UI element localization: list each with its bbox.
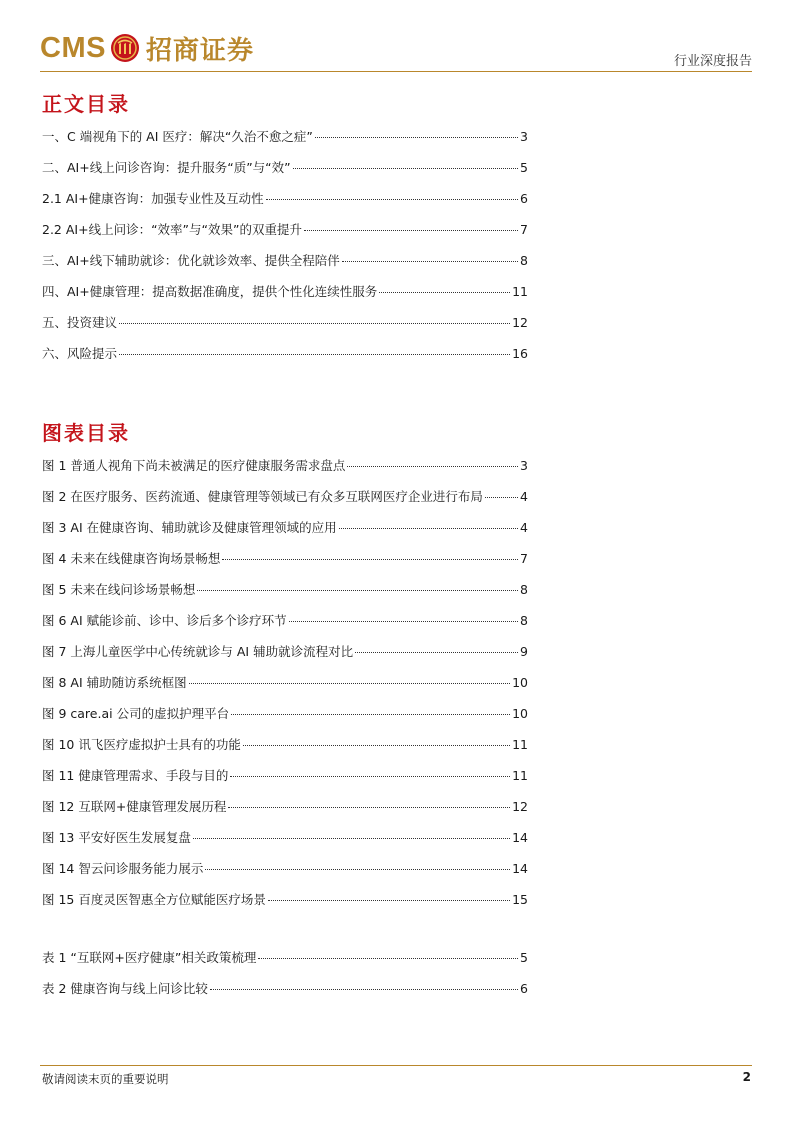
dot-leader [379,292,510,293]
figure-entry[interactable] [42,828,528,859]
toc-entry-page[interactable]: 3 [520,458,528,473]
dot-leader [355,652,518,653]
figure-entry[interactable] [42,611,528,642]
toc-entry-page[interactable]: 16 [512,346,528,361]
contents-list [42,127,528,375]
dot-leader [231,714,510,715]
toc-entry-label[interactable]: 图 2 在医疗服务、医药流通、健康管理等领域已有众多互联网医疗企业进行布局 [42,489,483,504]
toc-entry-page[interactable]: 11 [512,737,528,752]
toc-entry-page[interactable]: 12 [512,315,528,330]
figure-entry[interactable] [42,518,528,549]
toc-entry-page[interactable]: 10 [512,675,528,690]
dot-leader [315,137,518,138]
toc-entry-page[interactable]: 12 [512,799,528,814]
toc-entry-page[interactable]: 5 [520,160,528,175]
dot-leader [342,261,518,262]
table-entry[interactable] [42,979,528,1010]
dot-leader [289,621,518,622]
toc-entry-label[interactable]: 图 4 未来在线健康咨询场景畅想 [42,551,221,566]
dot-leader [293,168,518,169]
dot-leader [243,745,510,746]
figure-entry[interactable] [42,673,528,704]
toc-entry-page[interactable]: 14 [512,830,528,845]
toc-entry-label[interactable]: 图 7 上海儿童医学中心传统就诊与 AI 辅助就诊流程对比 [42,644,354,659]
toc-entry-label[interactable]: 表 2 健康咨询与线上问诊比较 [42,981,208,996]
toc-entry-label[interactable]: 图 11 健康管理需求、手段与目的 [42,768,229,783]
tables-list [42,948,528,1010]
dot-leader [304,230,518,231]
toc-entry-label[interactable]: 表 1 “互联网+医疗健康”相关政策梳理 [42,950,257,965]
toc-entry-label[interactable]: 图 9 care.ai 公司的虚拟护理平台 [42,706,230,721]
toc-entry-page[interactable]: 6 [520,981,528,996]
dot-leader [193,838,510,839]
logo-chinese-text: 招商证券 [145,35,254,66]
header-divider [40,71,752,72]
toc-entry-page[interactable]: 10 [512,706,528,721]
toc-entry-label[interactable]: 图 14 智云问诊服务能力展示 [42,861,204,876]
figure-entry[interactable] [42,859,528,890]
logo-latin-text: CMS [40,31,106,64]
toc-entry-page[interactable]: 4 [520,520,528,535]
dot-leader [347,466,518,467]
contents-entry[interactable] [42,189,528,220]
dot-leader [485,497,518,498]
dot-leader [258,958,518,959]
toc-entry-label[interactable]: 六、风险提示 [42,346,118,361]
toc-entry-label[interactable]: 三、AI+线下辅助就诊：优化就诊效率、提供全程陪伴 [42,253,340,268]
figure-entry[interactable] [42,735,528,766]
contents-entry[interactable] [42,344,528,375]
toc-entry-page[interactable]: 8 [520,582,528,597]
page-header [40,22,752,72]
toc-entry-page[interactable]: 9 [520,644,528,659]
toc-entry-page[interactable]: 3 [520,129,528,144]
toc-entry-page[interactable]: 6 [520,191,528,206]
contents-entry[interactable] [42,251,528,282]
dot-leader [119,323,510,324]
dot-leader [197,590,518,591]
toc-entry-label[interactable]: 图 12 互联网+健康管理发展历程 [42,799,227,814]
toc-entry-page[interactable]: 8 [520,253,528,268]
dot-leader [228,807,510,808]
toc-entry-label[interactable]: 图 3 AI 在健康咨询、辅助就诊及健康管理领域的应用 [42,520,337,535]
dot-leader [189,683,510,684]
dot-leader [210,989,518,990]
toc-entry-page[interactable]: 15 [512,892,528,907]
toc-entry-label[interactable]: 图 10 讯飞医疗虚拟护士具有的功能 [42,737,241,752]
disclaimer-note: 敬请阅读末页的重要说明 [42,1072,169,1086]
figure-entry[interactable] [42,487,528,518]
figure-entry[interactable] [42,456,528,487]
dot-leader [230,776,510,777]
toc-entry-page[interactable]: 4 [520,489,528,504]
figure-entry[interactable] [42,890,528,921]
contents-entry[interactable] [42,313,528,344]
toc-entry-page[interactable]: 7 [520,222,528,237]
figure-entry[interactable] [42,766,528,797]
toc-entry-label[interactable]: 五、投资建议 [42,315,118,330]
toc-entry-label[interactable]: 图 13 平安好医生发展复盘 [42,830,191,845]
figure-entry[interactable] [42,580,528,611]
company-logo [40,28,254,68]
toc-entry-page[interactable]: 8 [520,613,528,628]
toc-entry-page[interactable]: 7 [520,551,528,566]
logo-emblem-icon [110,33,140,63]
toc-entry-label[interactable]: 2.1 AI+健康咨询：加强专业性及互动性 [42,191,264,206]
toc-entry-label[interactable]: 图 8 AI 辅助随访系统框图 [42,675,187,690]
figures-section-title: 图表目录 [42,421,130,445]
toc-entry-label[interactable]: 一、C 端视角下的 AI 医疗：解决“久治不愈之症” [42,129,313,144]
figure-entry[interactable] [42,549,528,580]
contents-entry[interactable] [42,127,528,158]
toc-entry-page[interactable]: 14 [512,861,528,876]
footer-divider [40,1065,752,1066]
contents-entry[interactable] [42,158,528,189]
dot-leader [222,559,518,560]
dot-leader [266,199,518,200]
toc-entry-page[interactable]: 11 [512,284,528,299]
toc-entry-label[interactable]: 图 6 AI 赋能诊前、诊中、诊后多个诊疗环节 [42,613,287,628]
table-entry[interactable] [42,948,528,979]
figures-list [42,456,528,921]
toc-entry-label[interactable]: 2.2 AI+线上问诊：“效率”与“效果”的双重提升 [42,222,302,237]
figure-entry[interactable] [42,642,528,673]
toc-entry-label[interactable]: 二、AI+线上问诊咨询：提升服务“质”与“效” [42,160,291,175]
figure-entry[interactable] [42,704,528,735]
dot-leader [205,869,510,870]
contents-section-title: 正文目录 [42,92,130,116]
toc-entry-label[interactable]: 四、AI+健康管理：提高数据准确度，提供个性化连续性服务 [42,284,378,299]
document-type-label: 行业深度报告 [673,54,752,69]
toc-entry-page[interactable]: 5 [520,950,528,965]
toc-entry-label[interactable]: 图 15 百度灵医智惠全方位赋能医疗场景 [42,892,266,907]
toc-entry-label[interactable]: 图 5 未来在线问诊场景畅想 [42,582,196,597]
page-number: 2 [742,1070,751,1084]
toc-entry-page[interactable]: 11 [512,768,528,783]
contents-entry[interactable] [42,282,528,313]
dot-leader [339,528,518,529]
dot-leader [268,900,510,901]
dot-leader [119,354,510,355]
toc-entry-label[interactable]: 图 1 普通人视角下尚未被满足的医疗健康服务需求盘点 [42,458,346,473]
contents-entry[interactable] [42,220,528,251]
figure-entry[interactable] [42,797,528,828]
